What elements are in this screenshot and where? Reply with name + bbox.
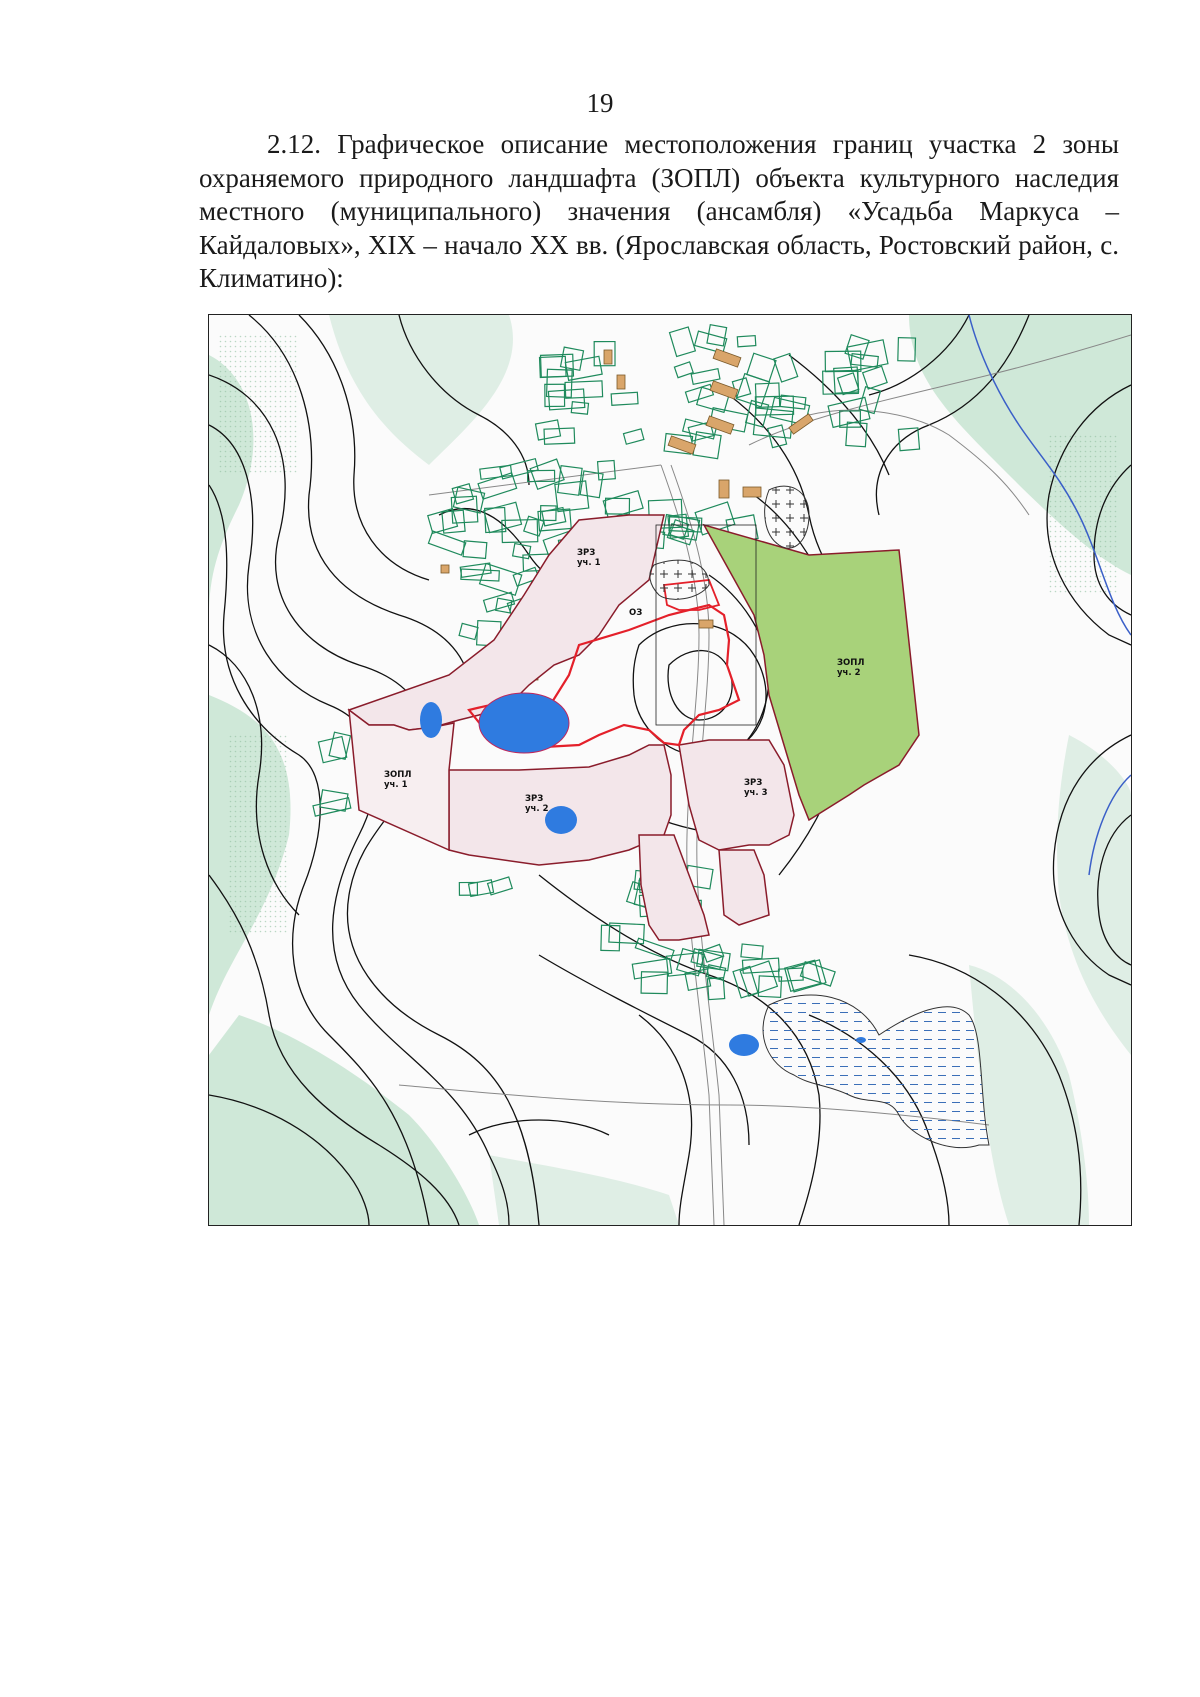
greenery-north-1	[329, 315, 513, 465]
parcel-outline	[746, 401, 769, 427]
parcel-outline	[459, 623, 478, 639]
map-canvas[interactable]	[209, 315, 1131, 1225]
parcel-outline	[733, 966, 758, 997]
parcel-outline	[452, 484, 473, 504]
building-10	[699, 620, 713, 628]
parcel-outline	[480, 465, 512, 479]
building-2	[710, 381, 738, 399]
greenery-south	[489, 1155, 679, 1225]
parcel-outline	[555, 481, 589, 512]
parcel-outline	[747, 353, 776, 382]
parcel-outline	[737, 336, 756, 347]
contour-21	[668, 651, 732, 720]
label-zopl-2-b: уч. 2	[837, 668, 861, 678]
label-zrz-3-b: уч. 3	[744, 788, 768, 798]
parcel-outline	[463, 541, 487, 559]
parcel-outline	[863, 366, 887, 389]
parcel-outline	[313, 798, 351, 816]
label-zopl-2-a: ЗОПЛ	[837, 658, 865, 668]
parcel-outline	[846, 422, 867, 447]
parcel-outline	[641, 972, 667, 994]
parcel-outline	[611, 392, 638, 405]
parcel-outline	[428, 531, 465, 555]
pond-south[interactable]	[545, 806, 577, 834]
parcel-outline	[741, 944, 763, 959]
parcel-outline	[513, 544, 531, 559]
building-9	[743, 487, 761, 497]
label-zopl-1-b: уч. 1	[384, 780, 408, 790]
parcel-outline	[329, 732, 350, 759]
greenery-east-low	[969, 965, 1089, 1225]
parcel-outline	[536, 420, 561, 440]
greenery-dots-2	[1049, 435, 1119, 595]
label-zrz-2-a: ЗРЗ	[525, 794, 544, 804]
building-8	[719, 480, 729, 498]
parcel-outline	[605, 498, 629, 514]
pond-large[interactable]	[479, 693, 569, 753]
parcel-outline	[695, 331, 727, 353]
parcel-outline	[635, 938, 674, 960]
pond-south-east[interactable]	[729, 1034, 759, 1056]
parcel-outline	[674, 362, 693, 378]
label-zrz-1-b: уч. 1	[577, 558, 601, 568]
parcel-outline	[693, 432, 721, 459]
parcel-outline	[601, 925, 620, 951]
parcel-outline	[545, 384, 565, 406]
contour-18	[539, 955, 749, 1145]
parcel-outline	[623, 429, 643, 444]
garden-central	[650, 560, 709, 599]
page-number: 19	[586, 88, 614, 118]
pond-west[interactable]	[420, 702, 442, 738]
parcel-outline	[774, 353, 798, 382]
zrz-zone-5	[719, 850, 769, 925]
parcel-outline	[742, 958, 779, 973]
contour-27	[789, 355, 889, 475]
map-frame[interactable]	[208, 314, 1132, 1226]
building-11	[441, 565, 449, 573]
greenery-south-west	[209, 1015, 479, 1225]
label-zopl-1-a: ЗОПЛ	[384, 770, 412, 780]
label-zrz-3-a: ЗРЗ	[744, 778, 763, 788]
building-6	[617, 375, 625, 389]
greenery-dots-1	[219, 335, 299, 475]
building-5	[604, 350, 612, 364]
parcel-outline	[632, 959, 671, 979]
marsh-area	[763, 995, 989, 1148]
parcel-outline	[838, 373, 859, 395]
parcel-outline	[859, 387, 880, 414]
parcel-outline	[670, 327, 696, 356]
zrz-zones	[349, 515, 794, 940]
road-west	[429, 465, 661, 495]
label-zrz-1-a: ЗРЗ	[577, 548, 596, 558]
parcel-outline	[480, 564, 522, 596]
caption-paragraph: 2.12. Графическое описание местоположения границ участка 2 зоны охраняемого природного ландшафта (ЗОПЛ) объекта культурного наследия местного (муниципального) значения (ансамбля) «Усадьба Маркуса – Кайдаловых», XIX – начало XX вв. (Ярославская область, Ростовский район, с. Климатино):	[199, 129, 1119, 293]
contour-22	[633, 624, 766, 757]
parcel-outline	[561, 347, 584, 370]
garden-north	[765, 486, 809, 548]
greenery-east-mid	[1057, 735, 1131, 1055]
label-oz: ОЗ	[629, 608, 643, 618]
zrz-zone-2	[449, 745, 671, 865]
parcel-outline	[707, 325, 727, 346]
label-zrz-2-b: уч. 2	[525, 804, 549, 814]
parcel-outline	[580, 471, 603, 498]
contour-30	[469, 1120, 609, 1135]
parcel-outline	[598, 461, 616, 480]
building-1	[713, 349, 741, 367]
parcel-outline	[502, 520, 538, 543]
zrz-zone-3	[679, 740, 794, 850]
parcel-outline	[547, 369, 573, 397]
parcel-outline	[484, 502, 522, 532]
building-3	[706, 416, 734, 434]
parcel-outline	[753, 408, 793, 438]
